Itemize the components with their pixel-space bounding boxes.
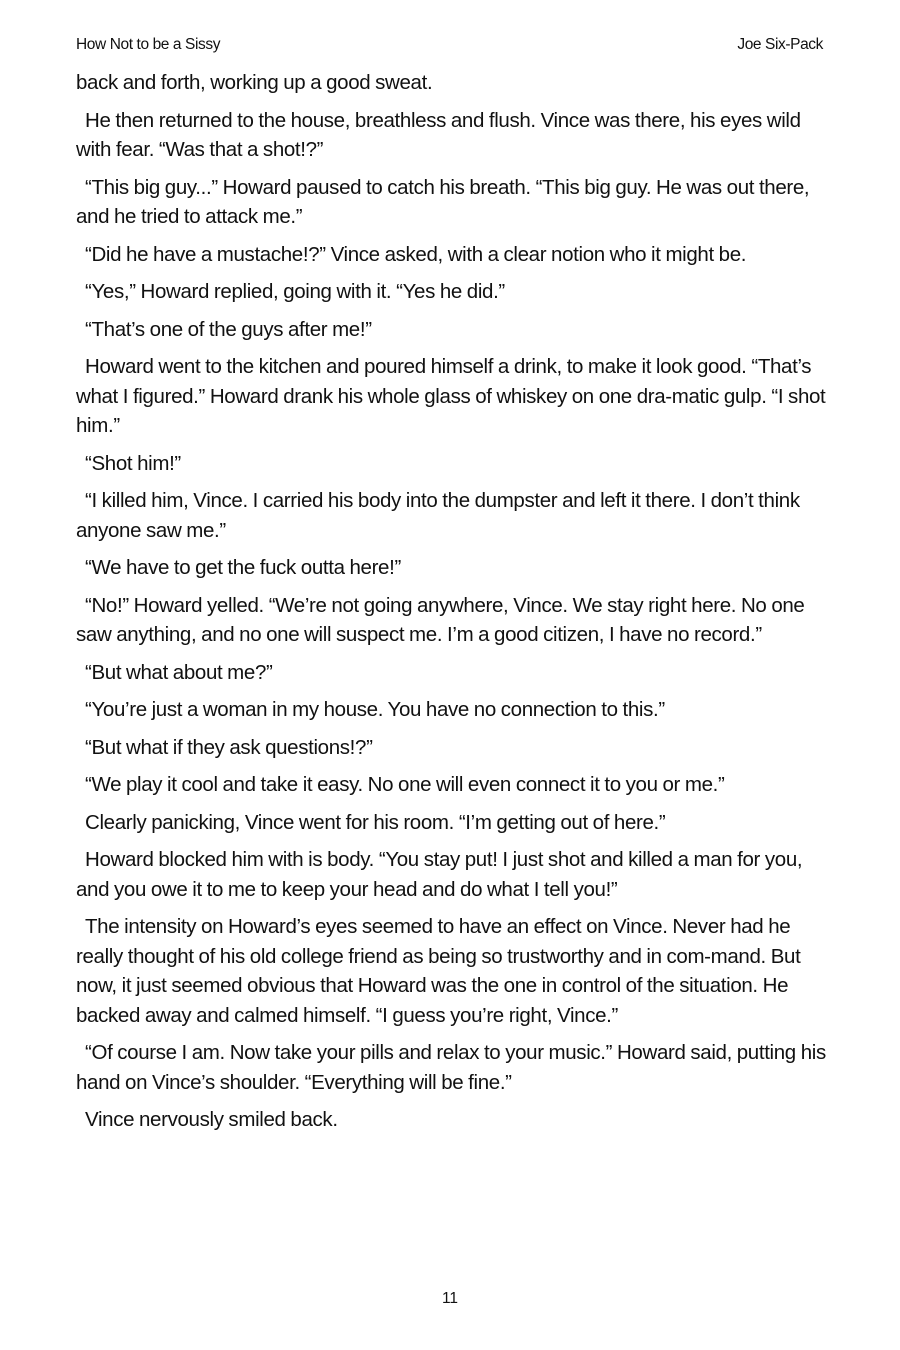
- page-number: 11: [441, 1290, 459, 1307]
- paragraph: The intensity on Howard’s eyes seemed to have an effect on Vince. Never had he really thought of his old college friend as being so trustworthy and in com-mand. But now, it just seemed obvious that Howard was the one in control of the situation. He backed away and calmed himself. “I guess you’re right, Vince.”: [76, 915, 801, 1027]
- paragraph: Howard blocked him with is body. “You stay put! I just shot and killed a man for you, and you owe it to me to keep your head and do what I tell you!”: [76, 848, 803, 901]
- paragraph: Clearly panicking, Vince went for his room. “I’m getting out of here.”: [85, 810, 666, 834]
- paragraph: “We play it cool and take it easy. No one will even connect it to you or me.”: [85, 773, 725, 796]
- paragraph: back and forth, working up a good sweat.: [76, 71, 433, 94]
- paragraph: He then returned to the house, breathless and flush. Vince was there, his eyes wild with fear. “Was that a shot!?”: [76, 108, 801, 161]
- author-name: Joe Six-Pack: [737, 36, 823, 53]
- paragraph: Vince nervously smiled back.: [85, 1108, 338, 1131]
- paragraph: “Shot him!”: [85, 451, 181, 475]
- paragraph: Howard went to the kitchen and poured himself a drink, to make it look good. “That’s what I figured.” Howard drank his whole glass of whiskey on one dra-matic gulp. “I shot him.”: [76, 355, 826, 437]
- running-header: [76, 36, 823, 56]
- paragraph: “This big guy...” Howard paused to catch his breath. “This big guy. He was out there, and he tried to attack me.”: [76, 175, 810, 228]
- paragraph: “But what about me?”: [85, 660, 273, 684]
- paragraph: “Yes,” Howard replied, going with it. “Yes he did.”: [85, 280, 505, 303]
- paragraph: “We have to get the fuck outta here!”: [85, 556, 401, 579]
- paragraph: “Of course I am. Now take your pills and relax to your music.” Howard said, putting his hand on Vince’s shoulder. “Everything will be fine.”: [76, 1041, 826, 1094]
- paragraph: “No!” Howard yelled. “We’re not going anywhere, Vince. We stay right here. No one saw anything, and no one will suspect me. I’m a good citizen, I have no record.”: [76, 593, 805, 646]
- body-text: [76, 68, 826, 1143]
- paragraph: “You’re just a woman in my house. You have no connection to this.”: [85, 698, 665, 721]
- book-title: How Not to be a Sissy: [76, 36, 221, 53]
- paragraph: “I killed him, Vince. I carried his body into the dumpster and left it there. I don’t think anyone saw me.”: [76, 489, 800, 542]
- paragraph: “Did he have a mustache!?” Vince asked, with a clear notion who it might be.: [85, 242, 747, 266]
- paragraph: “But what if they ask questions!?”: [85, 735, 373, 759]
- paragraph: “That’s one of the guys after me!”: [85, 317, 372, 341]
